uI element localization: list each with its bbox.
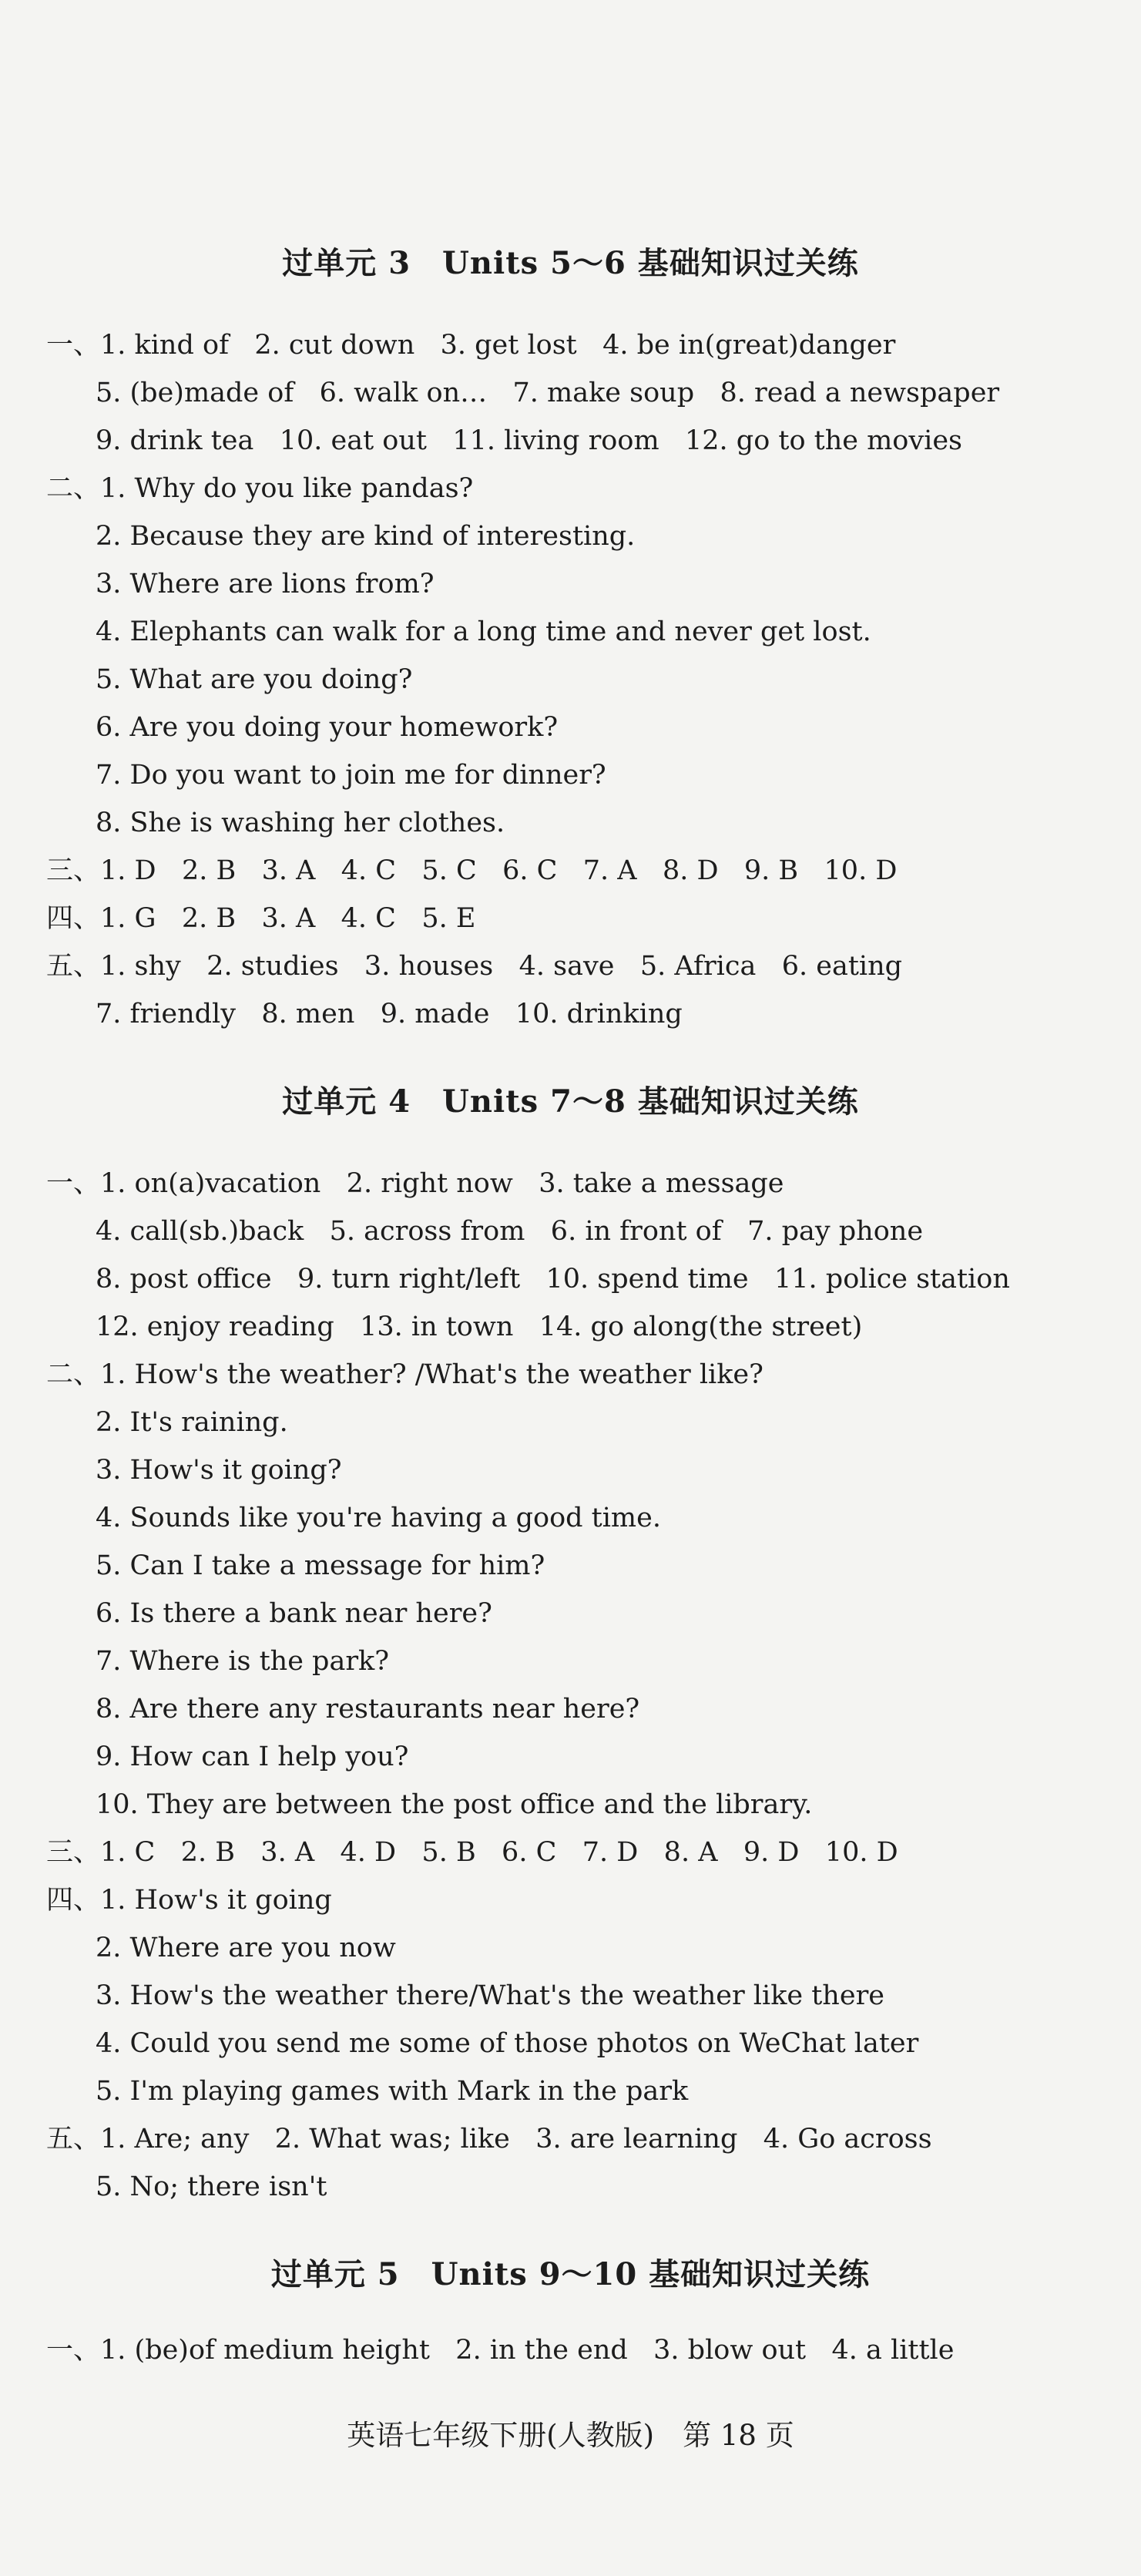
answer-line: 5. (be)made of 6. walk on… 7. make soup 8. read a newspaper [96, 378, 1000, 408]
answer-line: 6. Are you doing your homework? [96, 712, 559, 743]
answer-line: 6. Is there a bank near here? [96, 1598, 492, 1629]
answer-line: 一、1. (be)of medium height 2. in the end 3. blow out 4. a little [46, 2335, 955, 2366]
answer-line: 5. Can I take a message for him? [96, 1550, 545, 1581]
answer-line: 一、1. on(a)vacation 2. right now 3. take a message [46, 1168, 784, 1199]
answer-line: 2. It's raining. [96, 1407, 288, 1438]
answer-line: 五、1. shy 2. studies 3. houses 4. save 5. Africa 6. eating [46, 951, 903, 982]
answer-line: 二、1. Why do you like pandas? [46, 473, 474, 504]
answer-line: 5. I'm playing games with Mark in the park [96, 2076, 689, 2107]
answer-line: 7. Where is the park? [96, 1646, 390, 1677]
answer-line: 四、1. How's it going [46, 1885, 332, 1916]
answer-line: 10. They are between the post office and the library. [96, 1789, 813, 1820]
answer-line: 4. Sounds like you're having a good time. [96, 1503, 661, 1533]
answer-line: 4. call(sb.)back 5. across from 6. in front of 7. pay phone [96, 1216, 924, 1247]
answer-line: 12. enjoy reading 13. in town 14. go along(the street) [96, 1312, 863, 1342]
answer-line: 7. Do you want to join me for dinner? [96, 760, 606, 791]
answer-line: 8. post office 9. turn right/left 10. spend time 11. police station [96, 1264, 1010, 1295]
answer-line: 3. How's it going? [96, 1455, 342, 1486]
answer-line: 9. How can I help you? [96, 1741, 409, 1772]
answer-line: 四、1. G 2. B 3. A 4. C 5. E [46, 903, 476, 934]
answer-line: 3. How's the weather there/What's the weather like there [96, 1980, 885, 2011]
answer-line: 8. Are there any restaurants near here? [96, 1694, 640, 1725]
answer-line: 三、1. C 2. B 3. A 4. D 5. B 6. C 7. D 8. A 9. D 10. D [46, 1837, 898, 1868]
answer-line: 4. Elephants can walk for a long time and never get lost. [96, 616, 871, 647]
section-title-unit-5: 过单元 5 Units 9～10 基础知识过关练 [270, 2256, 871, 2292]
answer-line: 5. No; there isn't [96, 2171, 327, 2202]
answer-line: 2. Where are you now [96, 1933, 396, 1963]
page-footer: 英语七年级下册(人教版) 第 18 页 [347, 2419, 794, 2452]
answer-line: 二、1. How's the weather? /What's the weather like? [46, 1359, 763, 1390]
section-title-unit-3: 过单元 3 Units 5～6 基础知识过关练 [282, 245, 859, 281]
answer-line: 3. Where are lions from? [96, 569, 435, 599]
answer-line: 五、1. Are; any 2. What was; like 3. are learning 4. Go across [46, 2124, 932, 2155]
answer-line: 4. Could you send me some of those photos on WeChat later [96, 2028, 919, 2059]
answer-line: 三、1. D 2. B 3. A 4. C 5. C 6. C 7. A 8. D 9. B 10. D [46, 855, 898, 886]
answer-line: 9. drink tea 10. eat out 11. living room 12. go to the movies [96, 425, 963, 456]
answer-line: 2. Because they are kind of interesting. [96, 521, 636, 552]
answer-line: 一、1. kind of 2. cut down 3. get lost 4. be in(great)danger [46, 330, 896, 361]
answer-line: 5. What are you doing? [96, 664, 413, 695]
answer-line: 8. She is washing her clothes. [96, 808, 505, 838]
answer-line: 7. friendly 8. men 9. made 10. drinking [96, 999, 683, 1029]
section-title-unit-4: 过单元 4 Units 7～8 基础知识过关练 [282, 1083, 859, 1120]
